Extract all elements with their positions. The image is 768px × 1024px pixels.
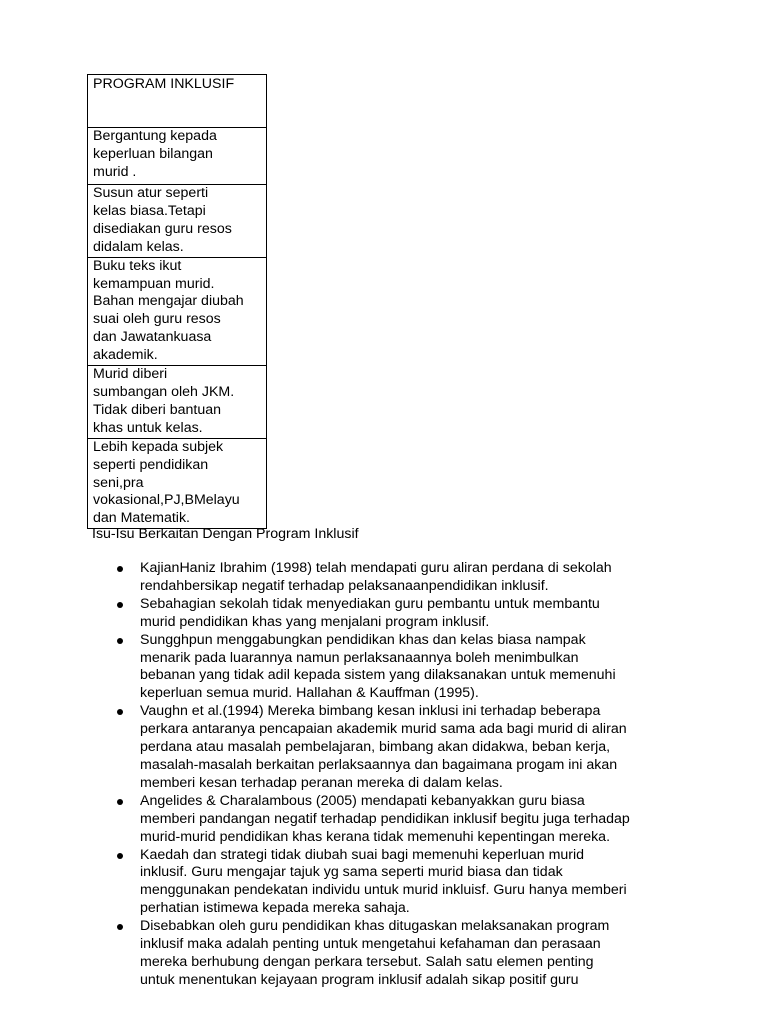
bullet-icon	[117, 638, 123, 644]
list-item-line: perhatian istimewa kepada mereka sahaja.	[140, 900, 410, 917]
cell-line: Murid diberi	[93, 366, 168, 383]
list-item-line: menggunakan pendekatan individu untuk murid inkluisf. Guru hanya memberi	[140, 882, 627, 899]
list-item-line: menarik pada luarannya namun perlaksanaannya boleh menimbulkan	[140, 649, 579, 666]
table-cell	[88, 128, 267, 185]
issues-bullet-list	[140, 560, 680, 990]
bullet-icon	[117, 602, 123, 608]
table-cell-header	[88, 75, 267, 128]
table-row	[88, 185, 267, 258]
list-item	[140, 596, 680, 632]
cell-line: disediakan guru resos	[93, 220, 232, 237]
list-item-line: masalah-masalah berkaitan perlaksaannya dan bagaimana progam ini akan	[140, 756, 618, 773]
cell-line: khas untuk kelas.	[93, 419, 203, 436]
cell-line: Bahan mengajar diubah	[93, 293, 244, 310]
list-item	[140, 632, 680, 704]
list-item	[140, 847, 680, 919]
list-item-line: rendahbersikap negatif terhadap pelaksanaanpendidikan inklusif.	[140, 577, 549, 594]
table-cell	[88, 185, 267, 258]
cell-line: kemampuan murid.	[93, 275, 215, 292]
program-inklusif-table	[87, 74, 267, 529]
cell-line: dan Matematik.	[93, 510, 190, 527]
list-item-line: perdana atau masalah pembelajaran, bimbang akan didakwa, beban kerja,	[140, 739, 611, 756]
list-item-line: memberi pandangan negatif terhadap pendidikan inklusif begitu juga terhadap	[140, 810, 630, 827]
cell-line: sumbangan oleh JKM.	[93, 383, 235, 400]
list-item-line: murid pendidikan khas yang menjalani program inklusif.	[140, 613, 490, 630]
list-item-line: Kaedah dan strategi tidak diubah suai bagi memenuhi keperluan murid	[140, 846, 585, 863]
cell-line: suai oleh guru resos	[93, 311, 221, 328]
table-cell	[88, 366, 267, 439]
list-item-line: Sebahagian sekolah tidak menyediakan guru pembantu untuk membantu	[140, 595, 600, 612]
list-item-line: untuk menentukan kejayaan program inklusif adalah sikap positif guru	[140, 971, 579, 988]
list-item-line: Vaughn et al.(1994) Mereka bimbang kesan inklusi ini terhadap beberapa	[140, 703, 601, 720]
cell-line: keperluan bilangan	[93, 145, 213, 162]
table-row	[88, 128, 267, 185]
bullet-icon	[117, 853, 123, 859]
cell-line: kelas biasa.Tetapi	[93, 202, 206, 219]
table-row	[88, 75, 267, 128]
list-item-line: mereka berhubung dengan perkara tersebut. Salah satu elemen penting	[140, 953, 594, 970]
cell-line: akademik.	[93, 347, 158, 364]
bullet-icon	[117, 799, 123, 805]
cell-line: vokasional,PJ,BMelayu	[93, 492, 240, 509]
table-cell	[88, 438, 267, 529]
list-item-line: inklusif maka adalah penting untuk mengetahui kefahaman dan perasaan	[140, 936, 601, 953]
list-item-line: bebanan yang tidak adil kepada sistem yang dilaksanakan untuk memenuhi	[140, 667, 616, 684]
list-item	[140, 918, 680, 990]
list-item	[140, 703, 680, 793]
cell-line: Lebih kepada subjek	[93, 438, 224, 455]
cell-line: PROGRAM INKLUSIF	[93, 76, 235, 92]
bullet-icon	[117, 566, 123, 572]
list-item	[140, 560, 680, 596]
cell-line: didalam kelas.	[93, 238, 184, 255]
table-cell	[88, 257, 267, 365]
list-item-line: Angelides & Charalambous (2005) mendapati kebanyakkan guru biasa	[140, 792, 585, 809]
list-item-line: memberi kesan terhadap peranan mereka di dalam kelas.	[140, 774, 503, 791]
list-item-line: keperluan semua murid. Hallahan & Kauffman (1995).	[140, 685, 479, 702]
section-heading: Isu-Isu Berkaitan Dengan Program Inklusif	[92, 526, 359, 542]
list-item-line: perkara antaranya pencapaian akademik murid sama ada bagi murid di aliran	[140, 721, 627, 738]
cell-line: murid .	[93, 163, 137, 180]
cell-line: Tidak diberi bantuan	[93, 401, 222, 418]
list-item-line: Sungghpun menggabungkan pendidikan khas dan kelas biasa nampak	[140, 631, 586, 648]
list-item	[140, 793, 680, 847]
table-row	[88, 366, 267, 439]
list-item-line: inklusif. Guru mengajar tajuk yg sama seperti murid biasa dan tidak	[140, 864, 563, 881]
list-item-line: Disebabkan oleh guru pendidikan khas ditugaskan melaksanakan program	[140, 918, 610, 935]
table-row	[88, 257, 267, 365]
bullet-icon	[117, 709, 123, 715]
cell-line: seperti pendidikan	[93, 456, 209, 473]
list-item-line: murid-murid pendidikan khas kerana tidak memenuhi kepentingan mereka.	[140, 828, 611, 845]
cell-line: Buku teks ikut	[93, 257, 182, 274]
cell-line: Susun atur seperti	[93, 185, 209, 201]
bullet-icon	[117, 924, 123, 930]
cell-line: dan Jawatankuasa	[93, 329, 212, 346]
list-item-line: KajianHaniz Ibrahim (1998) telah mendapati guru aliran perdana di sekolah	[140, 560, 612, 576]
cell-line: seni,pra	[93, 474, 144, 491]
table-row	[88, 438, 267, 529]
cell-line: Bergantung kepada	[93, 128, 217, 144]
